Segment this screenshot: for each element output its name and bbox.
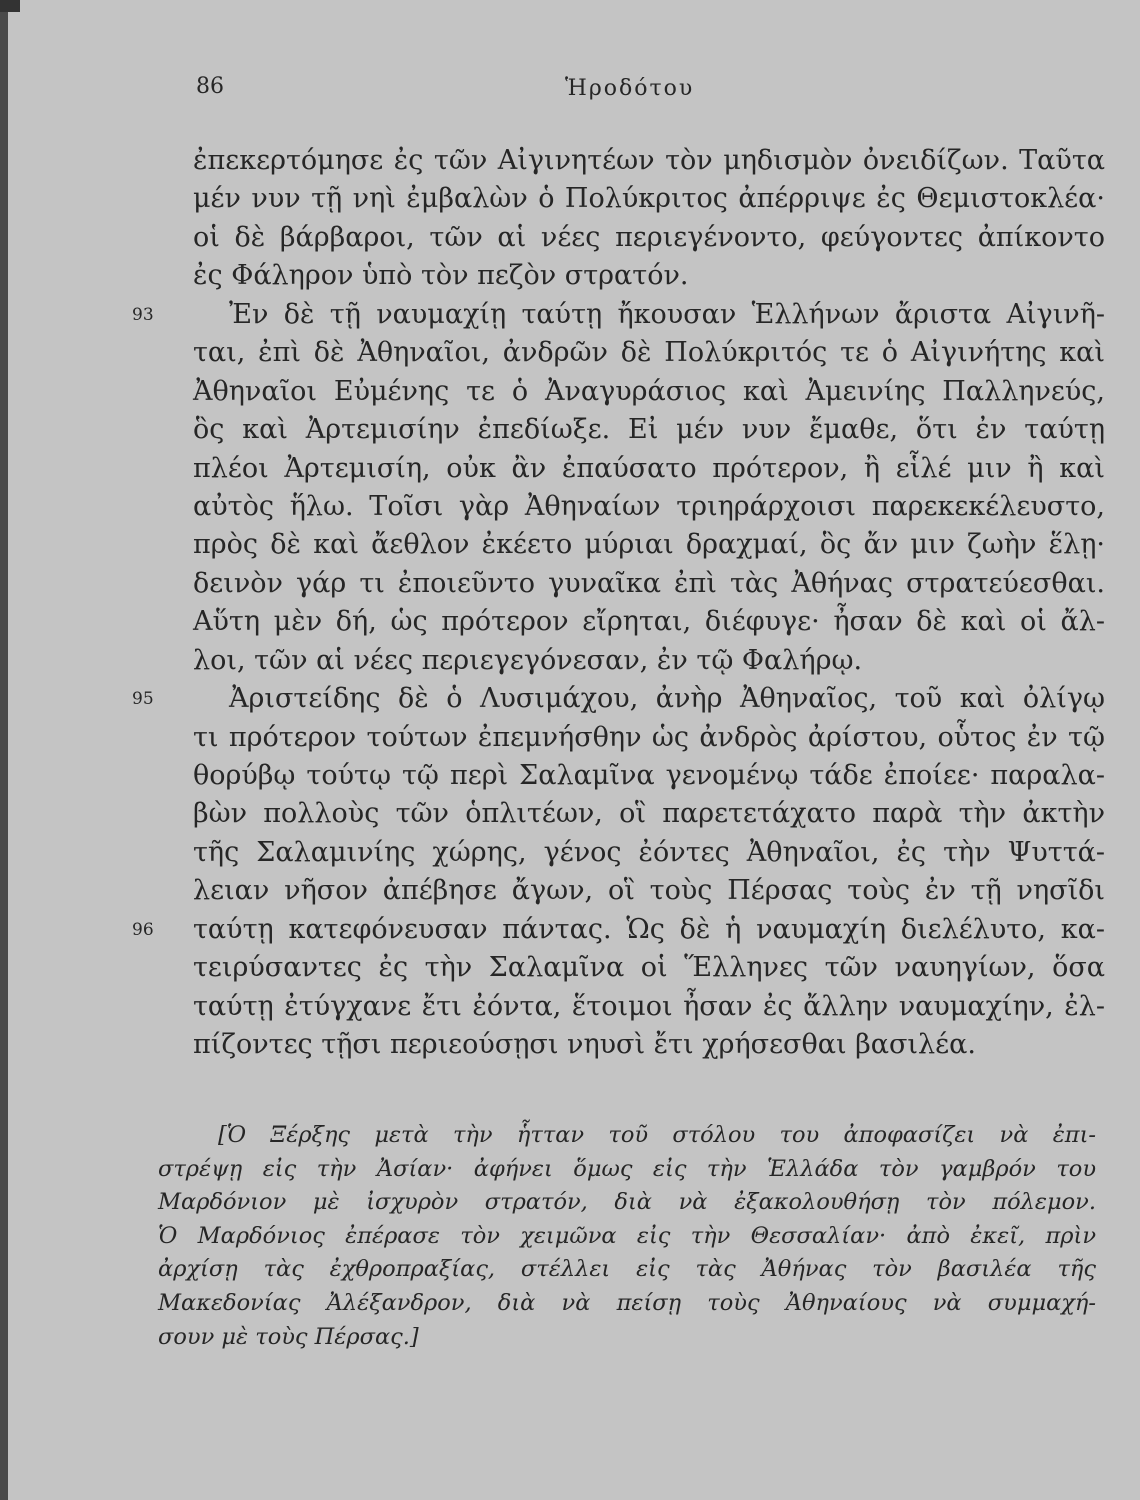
section-number-95: 95 — [132, 689, 154, 710]
text-line: Αὕτη μὲν δή, ὡς πρότερον εἴρηται, διέφυγε· ἦσαν δὲ καὶ οἱ ἄλ- — [193, 606, 1105, 638]
text-line: ὃς καὶ Ἀρτεμισίην ἐπεδίωξε. Εἰ μέν νυν ἔμαθε, ὅτι ἐν ταύτῃ — [193, 414, 1105, 446]
running-title: Ἡροδότου — [565, 76, 695, 101]
summary-line: [Ὁ Ξέρξης μετὰ τὴν ἧτταν τοῦ στόλου του ἀποφασίζει νὰ ἐπι- — [218, 1122, 1096, 1148]
text-line: λειαν νῆσον ἀπέβησε ἄγων, οἳ τοὺς Πέρσας τοὺς ἐν τῇ νησῖδι — [193, 875, 1105, 907]
paragraph-96-start — [132, 911, 1105, 949]
page-corner — [0, 0, 20, 12]
section-number-96: 96 — [132, 919, 154, 940]
text-line: τειρύσαντες ἐς τὴν Σαλαμῖνα οἱ Ἕλληνες τῶν ναυηγίων, ὅσα — [193, 952, 1105, 984]
text-line: λοι, τῶν αἱ νέες περιεγεγόνεσαν, ἐν τῷ Φαλήρῳ. — [193, 644, 863, 676]
text-line: βὼν πολλοὺς τῶν ὁπλιτέων, οἳ παρετετάχατο παρὰ τὴν ἀκτὴν — [193, 798, 1105, 830]
text-line: πρὸς δὲ καὶ ἄεθλον ἐκέετο μύριαι δραχμαί, ὃς ἄν μιν ζωὴν ἕλῃ· — [193, 529, 1105, 561]
text-line: τι πρότερον τούτων ἐπεμνήσθην ὡς ἀνδρὸς ἀρίστου, οὗτος ἐν τῷ — [193, 721, 1105, 753]
text-line: πίζοντες τῇσι περιεούσῃσι νηυσὶ ἔτι χρήσεσθαι βασιλέα. — [193, 1029, 976, 1061]
paragraph-93-start — [132, 296, 1105, 334]
text-line: οἱ δὲ βάρβαροι, τῶν αἱ νέες περιεγένοντο, φεύγοντες ἀπίκοντο — [193, 221, 1105, 253]
summary-line: Μακεδονίας Ἀλέξανδρον, διὰ νὰ πείσῃ τοὺς Ἀθηναίους νὰ συμμαχή- — [158, 1289, 1096, 1316]
summary-line: ἀρχίσῃ τὰς ἐχθροπραξίας, στέλλει εἰς τὰς Ἀθήνας τὸν βασιλέα τῆς — [158, 1256, 1096, 1283]
page-number: 86 — [196, 74, 224, 99]
text-line: θορύβῳ τούτῳ τῷ περὶ Σαλαμῖνα γενομένῳ τάδε ἐποίεε· παραλα- — [193, 760, 1105, 791]
text-line: αὐτὸς ἥλω. Τοῖσι γὰρ Ἀθηναίων τριηράρχοισι παρεκεκέλευστο, — [193, 490, 1105, 522]
summary-line: σουν μὲ τοὺς Πέρσας.] — [158, 1323, 419, 1350]
text-line: πλέοι Ἀρτεμισίη, οὐκ ἂν ἐπαύσατο πρότερον, ἢ εἷλέ μιν ἢ καὶ — [193, 452, 1105, 484]
text-line: τῆς Σαλαμινίης χώρης, γένος ἐόντες Ἀθηναῖοι, ἐς τὴν Ψυττά- — [193, 836, 1105, 868]
text-line: Ἐν δὲ τῇ ναυμαχίῃ ταύτῃ ἤκουσαν Ἑλλήνων ἄριστα Αἰγινῆ- — [229, 298, 1105, 330]
paragraph-95-start — [132, 680, 1105, 718]
text-line: ται, ἐπὶ δὲ Ἀθηναῖοι, ἀνδρῶν δὲ Πολύκριτός τε ὁ Αἰγινήτης καὶ — [193, 337, 1105, 369]
text-line: δεινὸν γάρ τι ἐποιεῦντο γυναῖκα ἐπὶ τὰς Ἀθήνας στρατεύεσθαι. — [193, 567, 1105, 599]
text-line: ἐπεκερτόμησε ἐς τῶν Αἰγινητέων τὸν μηδισμὸν ὀνειδίζων. Ταῦτα — [193, 145, 1105, 176]
text-line: μέν νυν τῇ νηὶ ἐμβαλὼν ὁ Πολύκριτος ἀπέρριψε ἐς Θεμιστοκλέα· — [193, 183, 1105, 215]
text-line: Ἀριστείδης δὲ ὁ Λυσιμάχου, ἀνὴρ Ἀθηναῖος, τοῦ καὶ ὀλίγῳ — [229, 683, 1105, 715]
main-text — [132, 142, 1105, 1065]
text-line: Ἀθηναῖοι Εὐμένης τε ὁ Ἀναγυράσιος καὶ Ἀμεινίης Παλληνεύς, — [193, 375, 1105, 407]
summary-line: Ὁ Μαρδόνιος ἐπέρασε τὸν χειμῶνα εἰς τὴν Θεσσαλίαν· ἀπὸ ἐκεῖ, πρὶν — [158, 1222, 1096, 1249]
text-line: ταύτῃ ἐτύγχανε ἔτι ἐόντα, ἕτοιμοι ἦσαν ἐς ἄλλην ναυμαχίην, ἐλ- — [193, 990, 1105, 1022]
summary-line: στρέψῃ εἰς τὴν Ἀσίαν· ἀφήνει ὅμως εἰς τὴν Ἑλλάδα τὸν γαμβρόν του — [158, 1155, 1096, 1182]
text-line: ταύτῃ κατεφόνευσαν πάντας. Ὡς δὲ ἡ ναυμαχίη διελέλυτο, κα- — [193, 913, 1105, 945]
page-edge — [0, 0, 8, 1500]
section-number-93: 93 — [132, 304, 154, 325]
text-line: ἐς Φάληρον ὑπὸ τὸν πεζὸν στρατόν. — [193, 260, 689, 292]
editorial-summary — [158, 1119, 1096, 1354]
summary-line: Μαρδόνιον μὲ ἰσχυρὸν στρατόν, διὰ νὰ ἐξακολουθήσῃ τὸν πόλεμον. — [158, 1189, 1096, 1216]
